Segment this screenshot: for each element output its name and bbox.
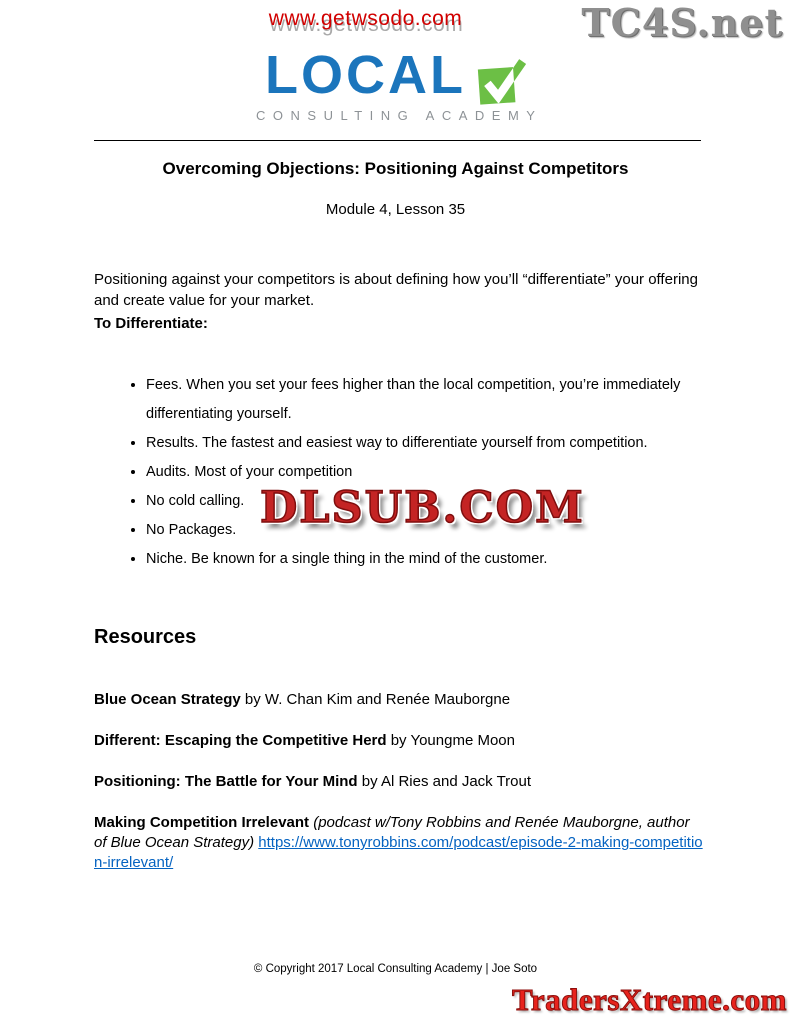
section-heading-differentiate: To Differentiate: [94,315,208,332]
resource-item [94,772,706,792]
resource-title: Different: Escaping the Competitive Herd [94,732,387,749]
list-item: • Niche. Be known for a single thing in the mind of the customer. [146,545,694,574]
list-item: • Audits. Most of your competition [146,458,694,487]
horizontal-divider [94,140,701,141]
logo [0,45,791,123]
logo-wordmark: LOCAL [265,45,466,105]
list-item: • Results. The fastest and easiest way to differentiate yourself from competition. [146,429,694,458]
list-item: • Fees. When you set your fees higher than the local competition, you’re immediately differentiating yourself. [146,371,694,429]
resource-title: Blue Ocean Strategy [94,691,241,708]
watermark-tc4s: TC4S.net [581,0,783,45]
watermark-dlsub: DLSUB.COM [260,483,585,533]
list-item: • No Packages. [146,516,694,545]
watermark-getwsodo: www.getwsodo.com [268,7,463,30]
logo-subtitle: CONSULTING ACADEMY [256,108,543,123]
checkmark-icon [474,54,526,106]
resource-text: by W. Chan Kim and Renée Mauborgne [240,691,511,708]
resource-note: (podcast w/Tony Robbins and Renée Mauborgne, author of Blue Ocean Strategy) [94,814,690,851]
copyright-footer: © Copyright 2017 Local Consulting Academy | Joe Soto [253,963,538,975]
resources-list [94,690,706,894]
resources-heading: Resources [94,626,197,648]
intro-paragraph: Positioning against your competitors is about defining how you’ll “differentiate” your offering and create value for your market. [94,271,698,309]
watermark-tradersxtreme: TradersXtreme.com [511,982,787,1017]
resource-title: Making Competition Irrelevant [94,814,310,831]
resource-text: by Al Ries and Jack Trout [357,773,532,790]
resource-title: Positioning: The Battle for Your Mind [94,773,358,790]
podcast-link[interactable]: https://www.tonyrobbins.com/podcast/episode-2-making-competition-irrelevant/ [94,834,703,871]
resource-item [94,813,706,873]
resource-text: by Youngme Moon [386,732,515,749]
resource-item [94,690,706,710]
resource-item [94,731,706,751]
differentiate-bullet-list [146,371,694,574]
list-item: • No cold calling. [146,487,694,516]
page-title: Overcoming Objections: Positioning Against Competitors [162,159,629,178]
module-lesson-label: Module 4, Lesson 35 [325,201,466,218]
